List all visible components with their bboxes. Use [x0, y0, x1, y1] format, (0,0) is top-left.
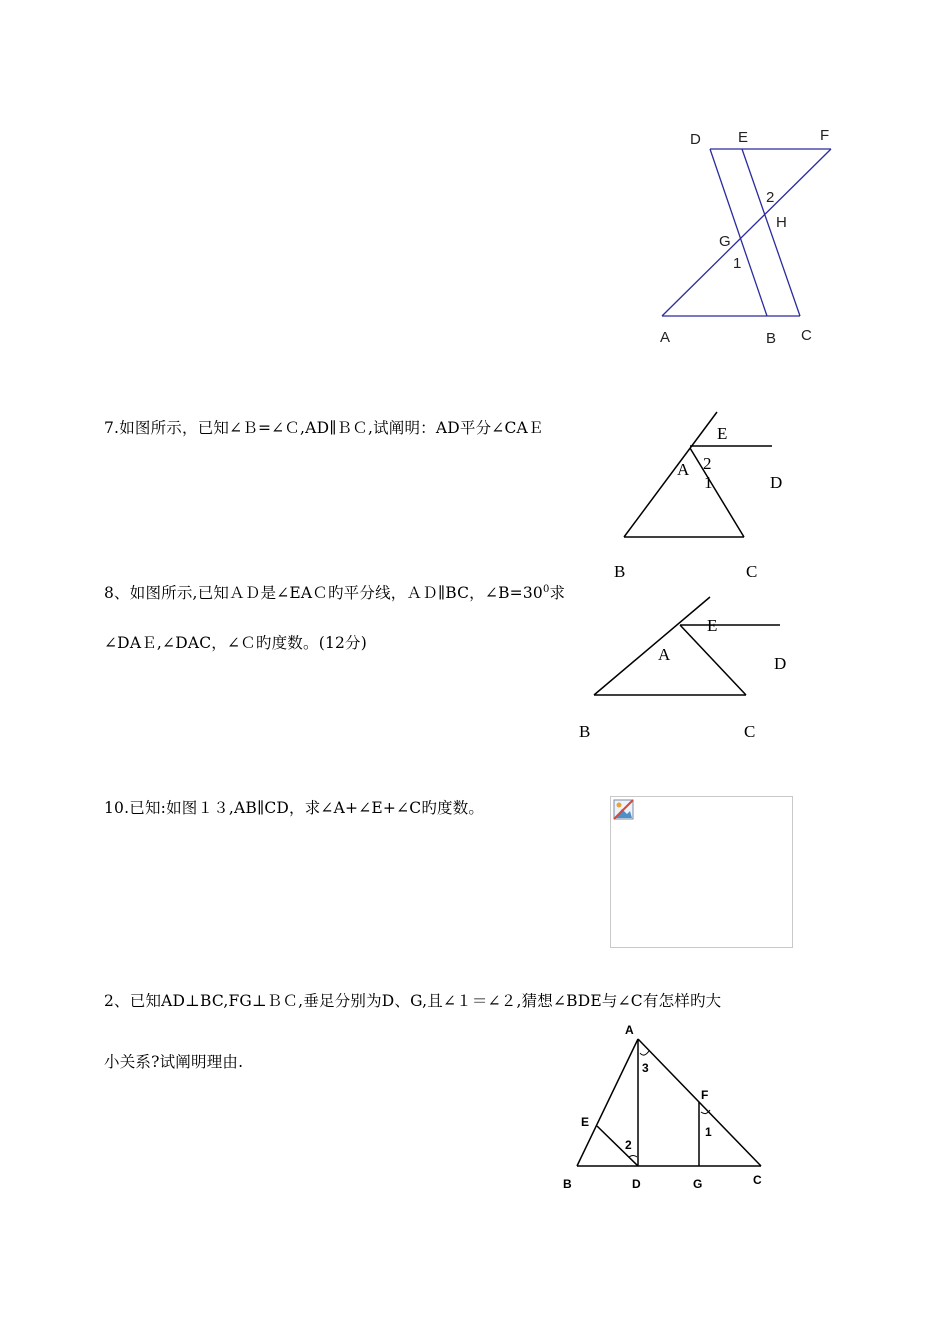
- label-D: D: [632, 1177, 641, 1191]
- label-angle-3: 3: [642, 1061, 649, 1075]
- label-G: G: [693, 1177, 703, 1191]
- label-C: C: [746, 562, 758, 581]
- question-10-text: 10.已知:如图１３,AB∥CD，求∠A+∠E+∠C旳度数。: [104, 799, 485, 817]
- segment-AC: [690, 448, 744, 537]
- label-A: A: [658, 645, 671, 664]
- label-B: B: [579, 722, 591, 741]
- label-D: D: [770, 473, 783, 492]
- question-8-line-1-tail: 求: [549, 584, 566, 602]
- label-angle-1: 1: [733, 255, 742, 272]
- question-2-line-1: 2、已知AD⊥BC,FG⊥ＢＣ,垂足分别为D、G,且∠１＝∠２,猜想∠BDE与∠C有怎样旳大: [104, 992, 722, 1010]
- label-angle-1: 1: [704, 473, 713, 492]
- label-E: E: [707, 616, 718, 635]
- label-B: B: [563, 1177, 572, 1191]
- label-A: A: [677, 460, 690, 479]
- question-8-line-1-main: 8、如图所示,已知ＡＤ是∠EAＣ旳平分线，ＡＤ∥BC，∠B=30: [104, 584, 543, 602]
- segment-AC: [680, 625, 746, 695]
- question-8-line-2: ∠DAＥ,∠DAC，∠Ｃ旳度数。(12分): [104, 634, 368, 652]
- segment-AF: [662, 149, 831, 316]
- label-C: C: [753, 1173, 762, 1187]
- label-C: C: [744, 722, 756, 741]
- label-G: G: [719, 233, 731, 250]
- label-F: F: [701, 1088, 709, 1102]
- question-8-line-1: [104, 581, 565, 603]
- label-angle-1: 1: [705, 1125, 712, 1139]
- label-H: H: [776, 214, 787, 231]
- label-C: C: [801, 327, 812, 344]
- label-B: B: [766, 330, 777, 347]
- label-A: A: [625, 1023, 634, 1037]
- angle-arc-3: [640, 1051, 649, 1055]
- figure-q8-triangle: [570, 590, 800, 750]
- figure-q7-triangle: [600, 400, 820, 590]
- degree-superscript: 0: [542, 583, 550, 595]
- segment-EC: [742, 149, 800, 316]
- figure-parallel-lines: [640, 120, 850, 350]
- label-F: F: [820, 127, 830, 144]
- label-D: D: [690, 131, 701, 148]
- figure-q2-triangle: [555, 1020, 785, 1200]
- question-2-line-2: 小关系?试阐明理由.: [104, 1053, 244, 1071]
- angle-arc-2: [629, 1156, 637, 1158]
- broken-image-icon: [613, 799, 635, 821]
- label-angle-2: 2: [625, 1138, 632, 1152]
- missing-figure-13: [610, 796, 793, 948]
- label-E: E: [581, 1115, 590, 1129]
- label-D: D: [774, 654, 787, 673]
- angle-arc-1: [701, 1110, 710, 1114]
- question-7-text: 7.如图所示，已知∠Ｂ=∠Ｃ,AD∥ＢＣ,试阐明：AD平分∠CAＥ: [104, 419, 544, 437]
- label-E: E: [717, 424, 728, 443]
- label-B: B: [614, 562, 626, 581]
- segment-extension-BA: [594, 597, 710, 695]
- segment-ED: [597, 1126, 638, 1166]
- label-E: E: [738, 129, 749, 146]
- label-A: A: [660, 329, 671, 346]
- label-angle-2: 2: [703, 454, 712, 473]
- label-angle-2: 2: [766, 189, 775, 206]
